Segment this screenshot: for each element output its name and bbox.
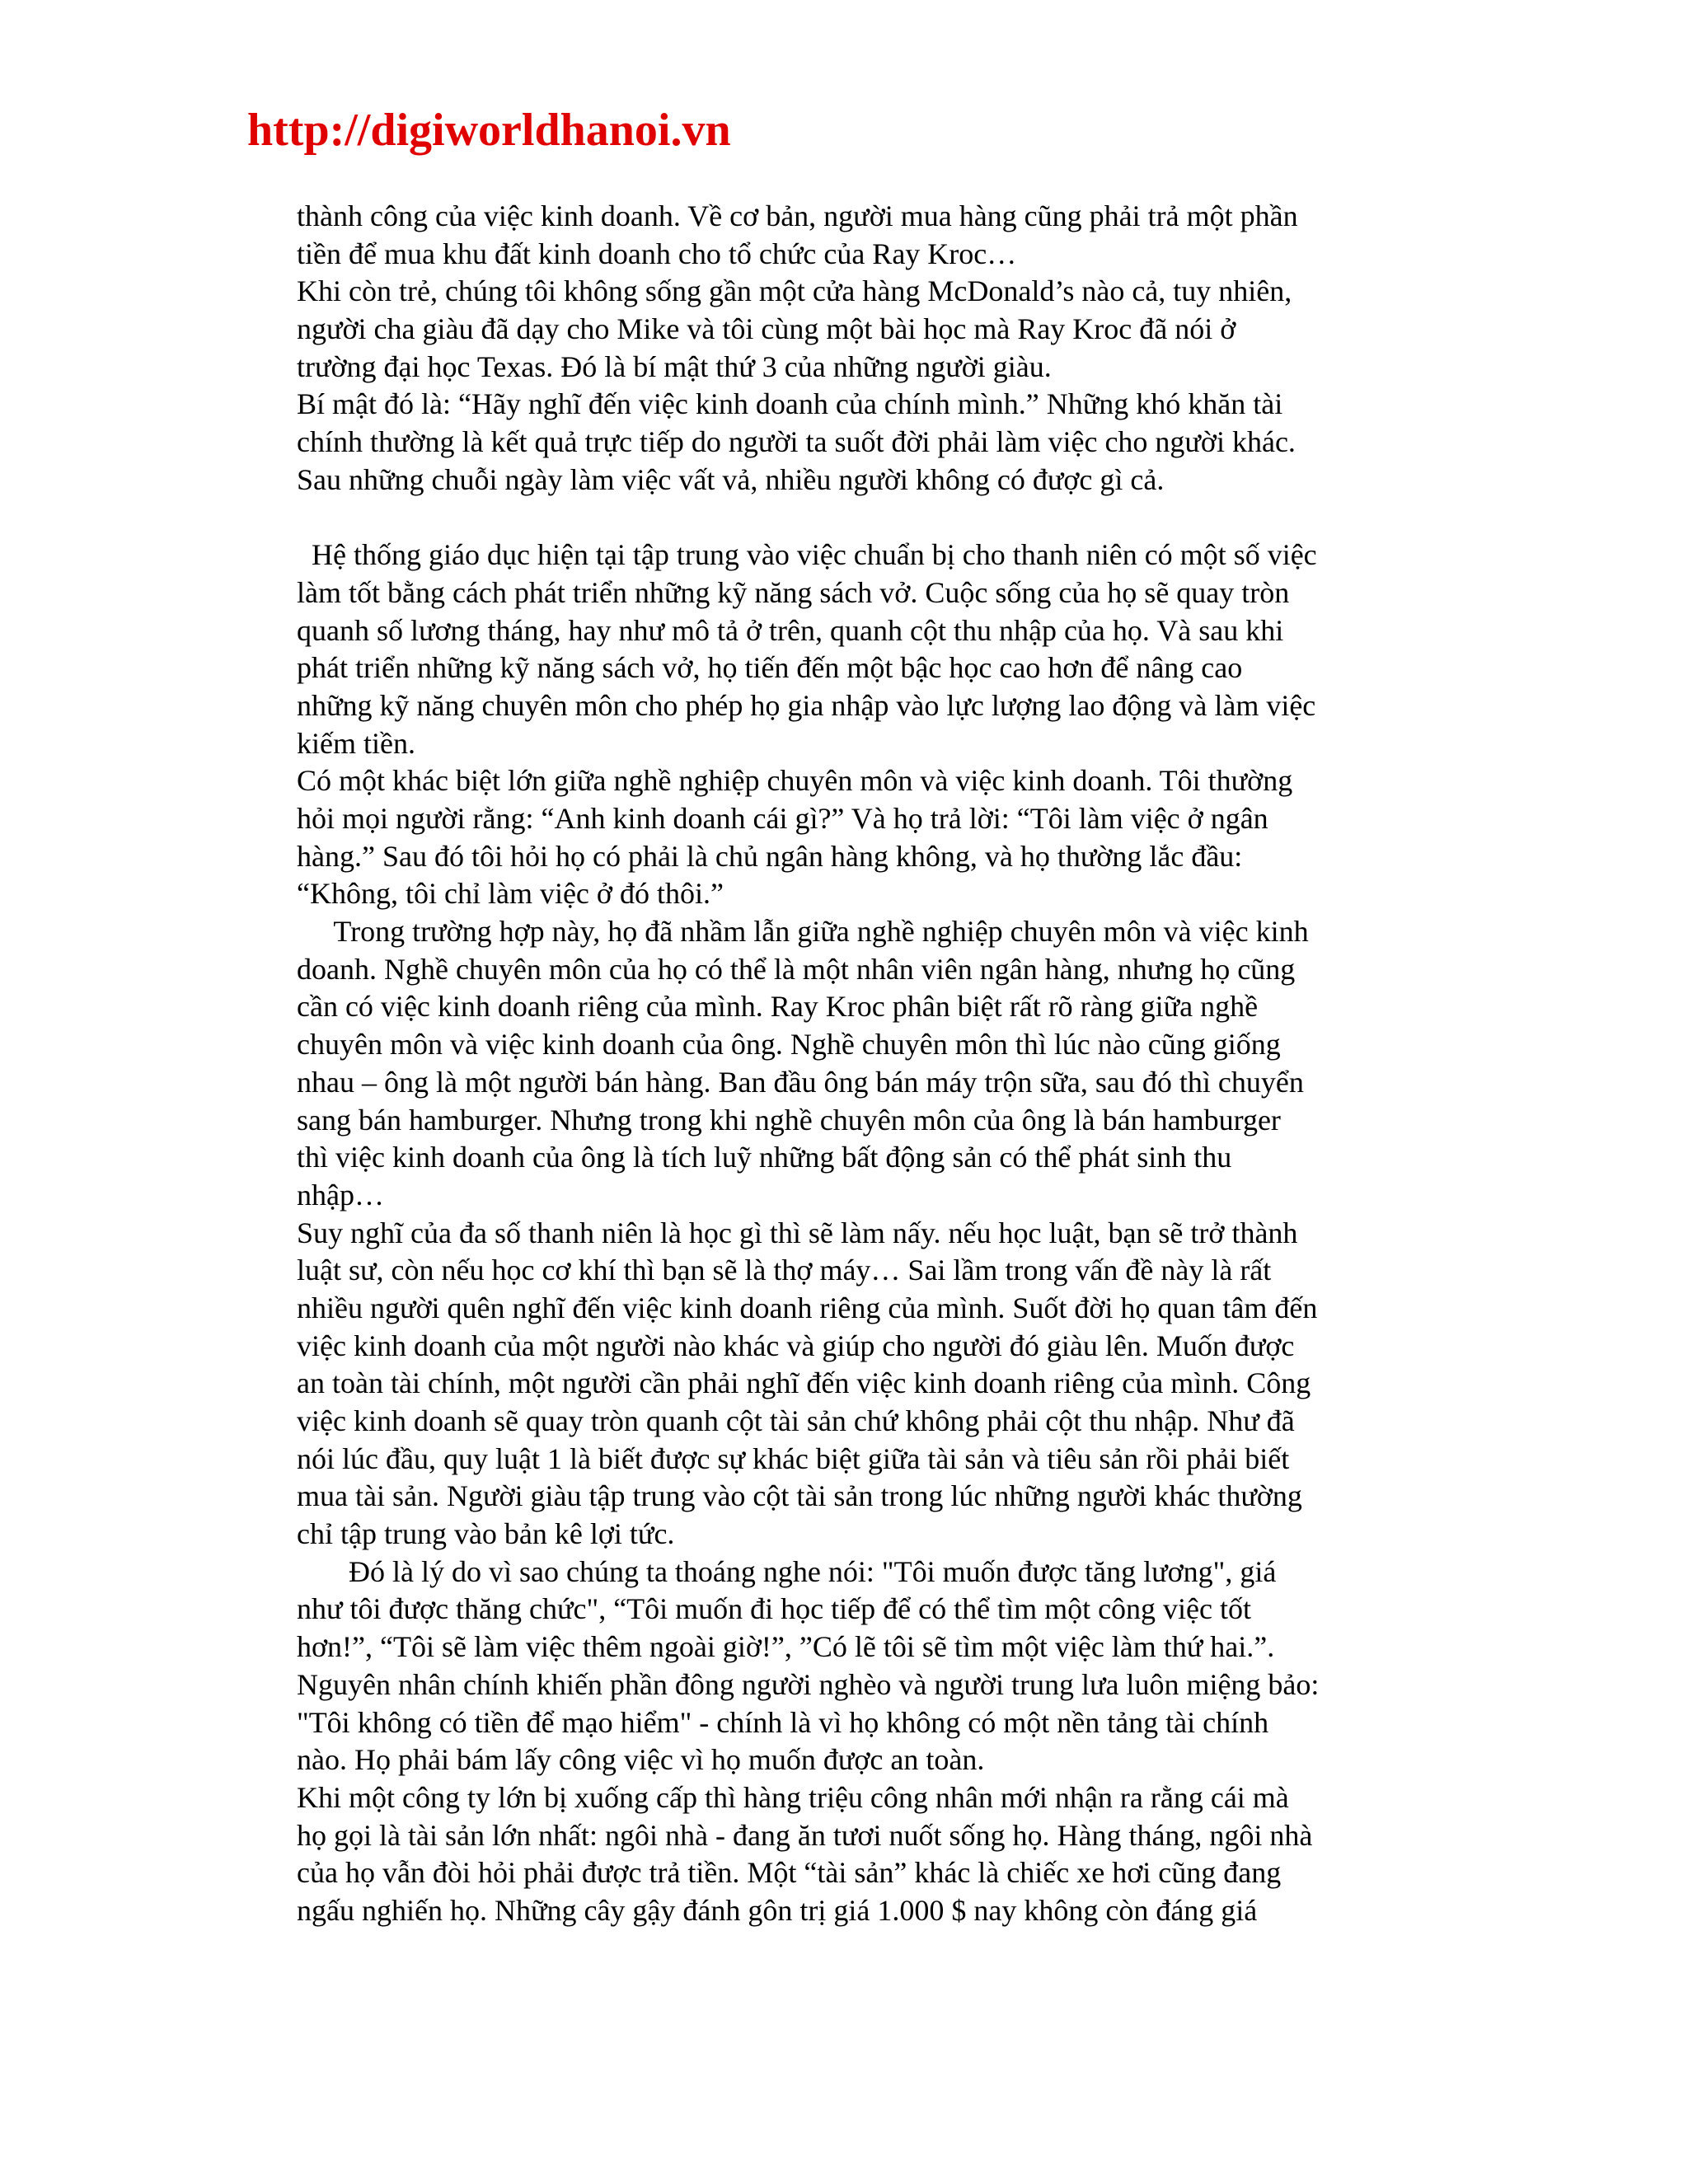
text-line: họ gọi là tài sản lớn nhất: ngôi nhà - đang ăn tươi nuốt sống họ. Hàng tháng, ngôi nhà bbox=[297, 1818, 1313, 1852]
text-line: việc kinh doanh của một người nào khác và giúp cho người đó giàu lên. Muốn được bbox=[297, 1329, 1295, 1362]
text-line: quanh số lương tháng, hay như mô tả ở trên, quanh cột thu nhập của họ. Và sau khi bbox=[297, 613, 1284, 647]
text-line: những kỹ năng chuyên môn cho phép họ gia nhập vào lực lượng lao động và làm việc bbox=[297, 688, 1316, 722]
text-line: mua tài sản. Người giàu tập trung vào cột tài sản trong lúc những người khác thường bbox=[297, 1479, 1302, 1513]
text-line: thành công của việc kinh doanh. Về cơ bản, người mua hàng cũng phải trả một phần bbox=[297, 199, 1298, 232]
body-text bbox=[297, 198, 1451, 1930]
text-line: chính thường là kết quả trực tiếp do người ta suốt đời phải làm việc cho người khác. bbox=[297, 425, 1296, 459]
text-line: nào. Họ phải bám lấy công việc vì họ muốn được an toàn. bbox=[297, 1743, 985, 1777]
text-line: sang bán hamburger. Nhưng trong khi nghề chuyên môn của ông là bán hamburger bbox=[297, 1103, 1281, 1137]
text-line: nói lúc đầu, quy luật 1 là biết được sự khác biệt giữa tài sản và tiêu sản rồi phải biết bbox=[297, 1441, 1290, 1475]
text-line: hàng.” Sau đó tôi hỏi họ có phải là chủ ngân hàng không, và họ thường lắc đầu: bbox=[297, 839, 1243, 873]
text-line: người cha giàu đã dạy cho Mike và tôi cùng một bài học mà Ray Kroc đã nói ở bbox=[297, 312, 1236, 346]
text-line: thì việc kinh doanh của ông là tích luỹ những bất động sản có thể phát sinh thu bbox=[297, 1141, 1232, 1174]
text-line: Có một khác biệt lớn giữa nghề nghiệp chuyên môn và việc kinh doanh. Tôi thường bbox=[297, 764, 1293, 798]
text-line: hỏi mọi người rằng: “Anh kinh doanh cái gì?” Và họ trả lời: “Tôi làm việc ở ngân bbox=[297, 802, 1268, 835]
text-line: chỉ tập trung vào bản kê lợi tức. bbox=[297, 1517, 675, 1551]
text-line: phát triển những kỹ năng sách vở, họ tiến đến một bậc học cao hơn để nâng cao bbox=[297, 651, 1243, 685]
text-line: luật sư, còn nếu học cơ khí thì bạn sẽ là thợ máy… Sai lầm trong vấn đề này là rất bbox=[297, 1254, 1272, 1287]
text-line: Bí mật đó là: “Hãy nghĩ đến việc kinh doanh của chính mình.” Những khó khăn tài bbox=[297, 387, 1283, 421]
text-line: trường đại học Texas. Đó là bí mật thứ 3 của những người giàu. bbox=[297, 349, 1052, 383]
text-line: “Không, tôi chỉ làm việc ở đó thôi.” bbox=[297, 877, 724, 911]
text-line: Trong trường hợp này, họ đã nhầm lẫn giữa nghề nghiệp chuyên môn và việc kinh bbox=[297, 915, 1309, 949]
text-line: nhập… bbox=[297, 1178, 384, 1212]
text-line: "Tôi không có tiền để mạo hiểm" - chính là vì họ không có một nền tảng tài chính bbox=[297, 1705, 1269, 1739]
text-line: nhiều người quên nghĩ đến việc kinh doanh riêng của mình. Suốt đời họ quan tâm đến bbox=[297, 1291, 1318, 1324]
text-line: cần có việc kinh doanh riêng của mình. Ray Kroc phân biệt rất rõ ràng giữa nghề bbox=[297, 990, 1259, 1024]
text-line: Nguyên nhân chính khiến phần đông người nghèo và người trung lưa luôn miệng bảo: bbox=[297, 1667, 1320, 1701]
text-line: Đó là lý do vì sao chúng ta thoáng nghe nói: "Tôi muốn được tăng lương", giá bbox=[297, 1554, 1277, 1588]
text-line: việc kinh doanh sẽ quay tròn quanh cột tài sản chứ không phải cột thu nhập. Như đã bbox=[297, 1404, 1295, 1437]
text-line: Suy nghĩ của đa số thanh niên là học gì thì sẽ làm nấy. nếu học luật, bạn sẽ trở thành bbox=[297, 1216, 1298, 1249]
text-line: nhau – ông là một người bán hàng. Ban đầu ông bán máy trộn sữa, sau đó thì chuyển bbox=[297, 1065, 1304, 1099]
text-line: Khi còn trẻ, chúng tôi không sống gần một cửa hàng McDonald’s nào cả, tuy nhiên, bbox=[297, 274, 1292, 308]
text-line: an toàn tài chính, một người cần phải nghĩ đến việc kinh doanh riêng của mình. Công bbox=[297, 1366, 1311, 1400]
text-line: Hệ thống giáo dục hiện tại tập trung vào việc chuẩn bị cho thanh niên có một số việc bbox=[297, 538, 1317, 572]
text-line: doanh. Nghề chuyên môn của họ có thể là một nhân viên ngân hàng, nhưng họ cũng bbox=[297, 952, 1296, 986]
text-line bbox=[297, 499, 1451, 537]
text-line: ngấu nghiến họ. Những cây gậy đánh gôn trị giá 1.000 $ nay không còn đáng giá bbox=[297, 1893, 1258, 1927]
site-url-header: http://digiworldhanoi.vn bbox=[247, 105, 731, 156]
text-line: Khi một công ty lớn bị xuống cấp thì hàng triệu công nhân mới nhận ra rằng cái mà bbox=[297, 1780, 1289, 1814]
text-line: tiền để mua khu đất kinh doanh cho tổ chức của Ray Kroc… bbox=[297, 237, 1017, 270]
text-line: kiếm tiền. bbox=[297, 726, 415, 760]
text-line: Sau những chuỗi ngày làm việc vất vả, nhiều người không có được gì cả. bbox=[297, 462, 1165, 496]
text-line: hơn!”, “Tôi sẽ làm việc thêm ngoài giờ!”, ”Có lẽ tôi sẽ tìm một việc làm thứ hai.”. bbox=[297, 1630, 1275, 1664]
text-line: như tôi được thăng chức", “Tôi muốn đi học tiếp để có thể tìm một công việc tốt bbox=[297, 1592, 1252, 1626]
text-line: chuyên môn và việc kinh doanh của ông. Nghề chuyên môn thì lúc nào cũng giống bbox=[297, 1028, 1281, 1062]
text-line: làm tốt bằng cách phát triển những kỹ năng sách vở. Cuộc sống của họ sẽ quay tròn bbox=[297, 575, 1290, 609]
text-line: của họ vẫn đòi hỏi phải được trả tiền. Một “tài sản” khác là chiếc xe hơi cũng đang bbox=[297, 1856, 1282, 1890]
